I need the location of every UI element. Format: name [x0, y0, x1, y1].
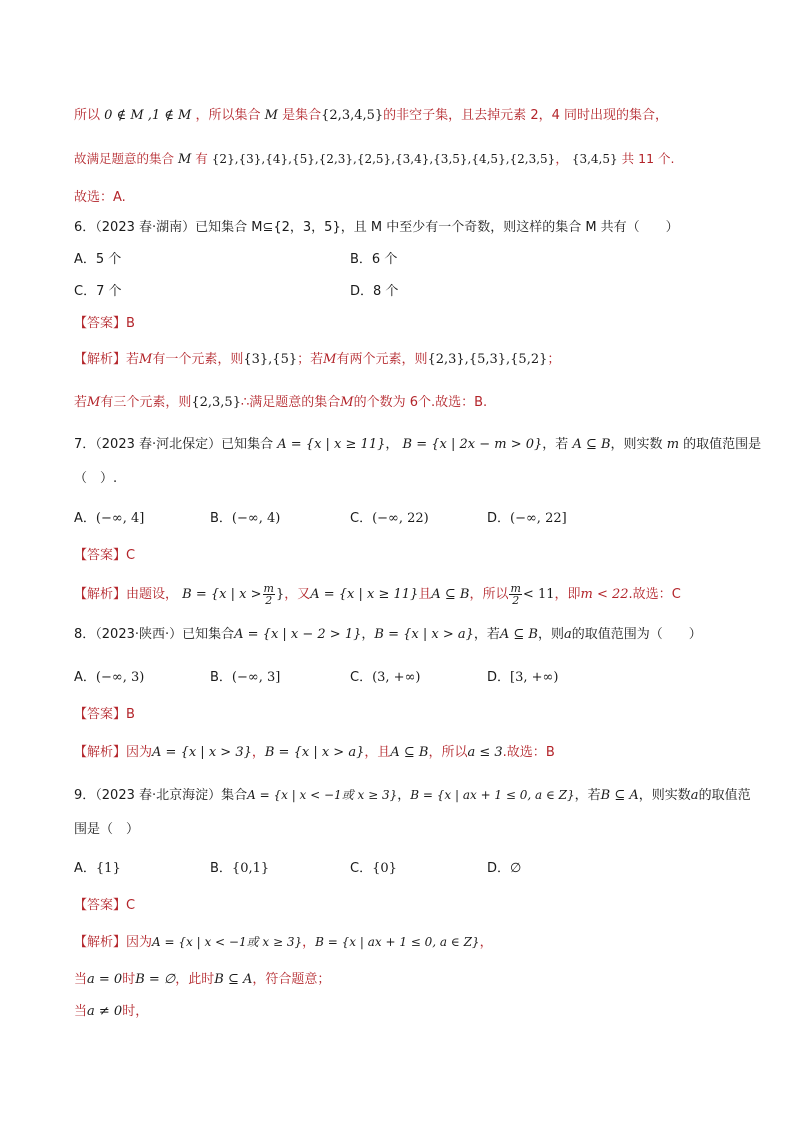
q8-option-c: C．(3, +∞)	[350, 670, 421, 685]
math-expr: 0 ∉ M ,1 ∉ M	[104, 108, 192, 123]
sol5-line1: 所以 0 ∉ M ,1 ∉ M ，所以集合 M 是集合{2,3,4,5}的非空子集，且去掉元素 2，4 同时出现的集合，	[74, 108, 669, 123]
q7-analysis: 【解析】由题设， B = {x | x > $\frac{m}{2}$ }，又A = {x | x ≥ 11}且A ⊆ B，所以 $\frac{m}{2}$ < 11，即m < 22.故选：C	[74, 582, 681, 607]
q9-stem-line2: 围是（ ）	[74, 822, 140, 837]
q9-option-a: A．{1}	[74, 861, 121, 876]
q7-answer: 【答案】C	[74, 548, 136, 563]
q6-option-d: D．8 个	[350, 284, 399, 299]
q9-option-c: C．{0}	[350, 861, 397, 876]
q6-answer: 【答案】B	[74, 316, 135, 331]
q9-analysis-line3: 当a ≠ 0时，	[74, 1004, 149, 1019]
q6-analysis-line2: 若M有三个元素，则{2,3,5}∴满足题意的集合M的个数为 6个.故选：B.	[74, 395, 488, 410]
analysis-label: 【解析】	[74, 587, 127, 602]
q7-stem-line2: （ ）.	[74, 471, 118, 486]
q9-answer: 【答案】C	[74, 898, 136, 913]
q9-stem-line1: 9．（2023 春·北京海淀）集合A = {x | x < −1或 x ≥ 3}，B = {x | ax + 1 ≤ 0, a ∈ Z}，若B ⊆ A，则实数a的取值范	[74, 788, 751, 803]
q8-option-a: A．(−∞, 3)	[74, 670, 145, 685]
fraction: $\frac{m}{2}$	[263, 582, 274, 607]
q8-option-b: B．(−∞, 3]	[210, 670, 281, 685]
answer-label: 【答案】	[74, 707, 127, 722]
q6-option-c: C．7 个	[74, 284, 122, 299]
analysis-label: 【解析】	[74, 352, 127, 367]
q7-stem-line1: 7．（2023 春·河北保定）已知集合 A = {x | x ≥ 11}， B = {x | 2x − m > 0}，若 A ⊆ B，则实数 m 的取值范围是	[74, 437, 762, 452]
fraction: $\frac{m}{2}$	[510, 582, 521, 607]
answer-label: 【答案】	[74, 548, 127, 563]
analysis-label: 【解析】	[74, 745, 127, 760]
q9-analysis-line1: 【解析】因为A = {x | x < −1或 x ≥ 3}，B = {x | ax + 1 ≤ 0, a ∈ Z}，	[74, 935, 493, 950]
q6-option-a: A．5 个	[74, 252, 122, 267]
sol5-line2: 故满足题意的集合 M 有 {2},{3},{4},{5},{2,3},{2,5},{3,4},{3,5},{4,5},{2,3,5}， {3,4,5} 共 11 个.	[74, 151, 675, 167]
q8-answer: 【答案】B	[74, 707, 135, 722]
analysis-label: 【解析】	[74, 935, 127, 950]
q6-option-b: B．6 个	[350, 252, 398, 267]
q9-analysis-line2: 当a = 0时B = ∅，此时B ⊆ A，符合题意；	[74, 972, 331, 987]
q7-option-c: C．(−∞, 22)	[350, 511, 429, 526]
answer-label: 【答案】	[74, 316, 127, 331]
sol5-line3: 故选：A.	[74, 190, 126, 205]
q8-option-d: D．[3, +∞)	[487, 670, 559, 685]
q6-stem: 6．（2023 春·湖南）已知集合 M⊆{2，3，5}，且 M 中至少有一个奇数，则这样的集合 M 共有（ ）	[74, 220, 679, 235]
q9-option-b: B．{0,1}	[210, 861, 270, 876]
q8-analysis: 【解析】因为A = {x | x > 3}，B = {x | x > a}，且A ⊆ B，所以a ≤ 3.故选：B	[74, 745, 555, 760]
q7-option-b: B．(−∞, 4)	[210, 511, 281, 526]
q7-option-a: A．(−∞, 4]	[74, 511, 145, 526]
q8-stem: 8．（2023·陕西·）已知集合A = {x | x − 2 > 1}，B = {x | x > a}，若A ⊆ B，则a的取值范围为（ ）	[74, 627, 702, 642]
answer-label: 【答案】	[74, 898, 127, 913]
q7-option-d: D．(−∞, 22]	[487, 511, 567, 526]
q6-analysis-line1: 【解析】若M有一个元素，则{3},{5}；若M有两个元素，则{2,3},{5,3},{5,2}；	[74, 352, 561, 367]
q9-option-d: D．∅	[487, 861, 522, 876]
